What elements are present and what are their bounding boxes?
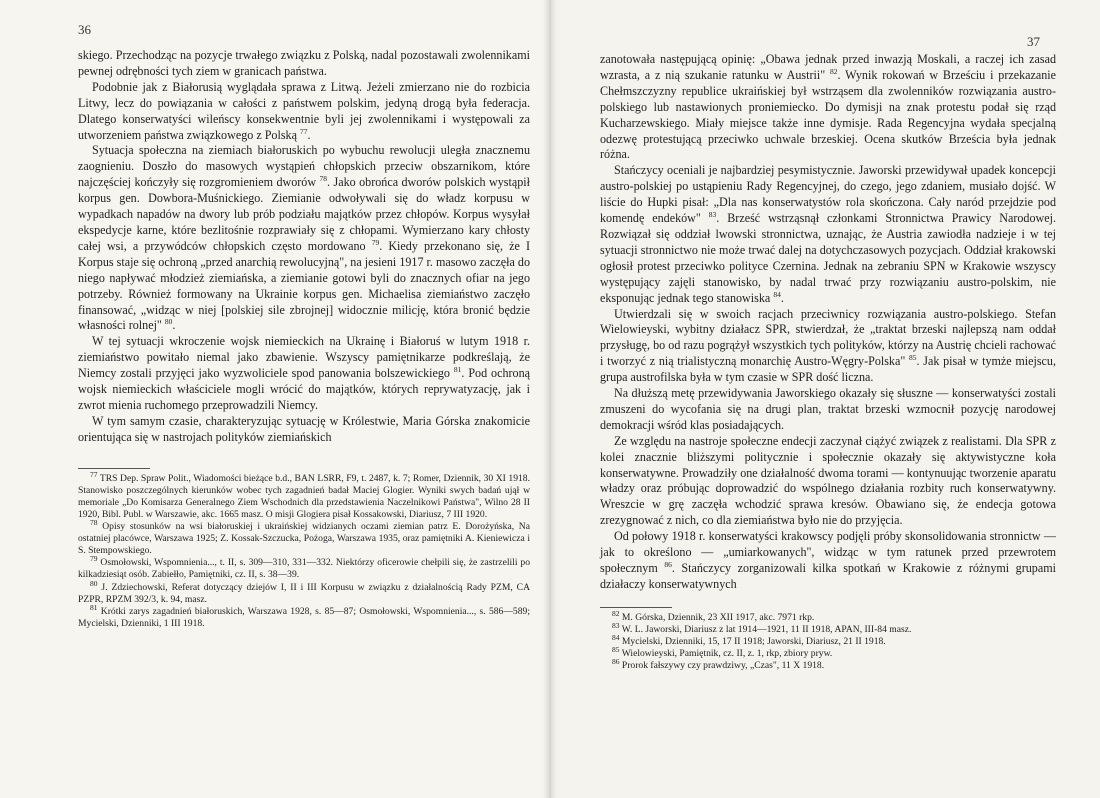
footnote: $^{86}$ Prorok fałszywy czy prawdziwy, „Czas", 11 X 1918.: [612, 657, 825, 672]
book-gutter: [543, 0, 557, 798]
footnote: $^{79}$ Osmołowski, Wspomnienia..., t. II, s. 309—310, 331—332. Niektórzy oficerowie chełpili się, że zastrzelili po kilkadziesiąt osób. Zabiełło, Pamiętniki, cz. II, s. 38—39.: [78, 554, 530, 581]
paragraph: Od połowy 1918 r. konserwatyści krakowscy podjęli próby skonsolidowania stronnictw — jak to określono — „umiarkowanych", widząc w tym ratunek przed przewrotem społecznym $^{86}$. Stańczycy zorganizowali kilka spotkań w Krakowie z różnymi grupami działaczy konserwatywnych: [600, 529, 1056, 591]
paragraph: skiego. Przechodząc na pozycje trwałego związku z Polską, nadal pozostawali zwolennikami pewnej odrębności tych ziem w granicach państwa.: [78, 48, 530, 78]
footnote: $^{83}$ W. L. Jaworski, Diariusz z lat 1914—1921, 11 II 1918, APAN, III-84 masz.: [612, 620, 912, 635]
footnotes: [600, 608, 1056, 672]
footnote: $^{84}$ Mycielski, Dzienniki, 15, 17 II 1918; Jaworski, Diariusz, 21 II 1918.: [612, 632, 886, 647]
footnote-ref: 81: [453, 365, 462, 375]
paragraph: Podobnie jak z Białorusią wyglądała sprawa z Litwą. Jeżeli zmierzano nie do rozbicia Litwy, lecz do powiązania w całości z państwem polskim, jedyną drogą była federacja. Dlatego konserwatyści wileńscy konsekwentnie byli jej zwolennikami i występowali za utworzeniem państwa związkowego z Polską $^{77}$.: [78, 79, 530, 142]
footnote: $^{81}$ Krótki zarys zagadnień białoruskich, Warszawa 1928, s. 85—87; Osmołowski, Wspomnienia..., s. 586—589; Mycielski, Dzienniki, 1 III 1918.: [78, 602, 530, 629]
footnote: $^{82}$ M. Górska, Dziennik, 23 XII 1917, akc. 7971 rkp.: [612, 608, 815, 623]
footnote-divider: [600, 607, 672, 608]
footnote-ref: 83: [708, 210, 717, 220]
paragraph: Ze względu na nastroje społeczne endecji zaczynał ciążyć związek z realistami. Dla SPR z kolei znacznie bliższymi politycznie i społecznie okazały się aktywistyczne koła konserwatywne. Prowadziły one działalność dwoma torami — kontynuując tworzenie aparatu władzy oraz próbując doprowadzić do wspólnego działania rozbity ruch konserwatywny. Wreszcie w grę zaczęła wchodzić sprawa kresów. Obawiano się, że endecja gotowa zrezygnować z nich, co dla ziemiaństwa było nie do przyjęcia.: [600, 433, 1056, 528]
main-text: [600, 52, 1056, 593]
footnote: $^{78}$ Opisy stosunków na wsi białoruskiej i ukraińskiej widzianych oczami ziemian patrz E. Dorożyńska, Na ostatniej placówce, Warszawa 1925; Z. Kossak-Szczucka, Pożoga, Warszawa 1935, oraz pamiętniki A. Kieniewicza i S. Stempowskiego.: [78, 517, 530, 557]
page-number: 37: [1027, 34, 1040, 49]
paragraph: Utwierdzali się w swoich racjach przeciwnicy rozwiązania austro-polskiego. Stefan Wielowieyski, wybitny działacz SPR, stwierdzał, że „traktat brzeski najlepszą nam oddał przysługę, bo od razu pogrążył wszystkich tych polityków, którzy na Austrię chcieli rachować i tworzyć z nią trialistyczną monarchię Austro-Węgry-Polska" $^{85}$. Jak pisał w tymże miejscu, grupa austrofilska była w tym czasie w SPR dość liczna.: [600, 306, 1056, 385]
footnote-ref: 78: [319, 174, 328, 184]
paragraph: Sytuacja społeczna na ziemiach białoruskich po wybuchu rewolucji uległa znacznemu zaognieniu. Doszło do masowych wystąpień chłopskich przeciw obszarnikom, które najczęściej kończyły się rozgromieniem dworów $^{78}$. Jako obrońca dworów polskich wystąpił korpus gen. Dowbora-Muśnickiego. Ziemianie odwoływali się do władz korpusu w wypadkach napadów na dwory lub prób podziału majątków przez chłopów. Korpus wysyłał ekspedycje karne, które bezlitośnie rozprawiały się z chłopami. Wymierzano kary chłosty całej wsi, a przywódców chłopskich często mordowano $^{79}$. Kiedy przekonano się, że I Korpus staje się ochroną „przed anarchią rewolucyjną", na jesieni 1917 r. masowo zaczęła do niego napływać młodzież ziemiańska, a ziemianie gotowi byli do znacznych ofiar na jego potrzeby. Również formowany na Ukrainie korpus gen. Michaelisa ziemiaństwo zaczęło finansować, „widząc w niej [polskiej sile zbrojnej] widocznie milicję, która bronić będzie własności rolnej" $^{80}$.: [78, 143, 530, 333]
footnote-ref: 79: [371, 237, 380, 247]
footnote-ref: 84: [773, 289, 781, 299]
page-number: 36: [78, 22, 91, 37]
footnote-ref: 82: [830, 66, 838, 76]
paragraph: W tym samym czasie, charakteryzując sytuację w Królestwie, Maria Górska znakomicie orientująca się w nastrojach polityków ziemiańskich: [78, 413, 530, 444]
footnote-ref: 85: [909, 353, 917, 363]
footnotes: [78, 469, 530, 630]
footnote: $^{77}$ TRS Dep. Spraw Polit., Wiadomości bieżące b.d., BAN LSRR, F9, t. 2487, k. 7; Romer, Dziennik, 30 XI 1918. Stanowisko poszczególnych kierunków wobec tych zagadnień badał Maciej Glogier. Wyniki swych badań ujął w memoriale „Do Komisarza Generalnego Ziem Wschodnich dla przedstawienia Naczelnikowi Państwa", Wilno 28 II 1920, Bibl. Publ. w Warszawie, akc. 1665 masz. O misji Glogiera pisał Kossakowski, Diariusz, 7 III 1920.: [78, 469, 530, 520]
right-page: [550, 0, 1100, 798]
paragraph: Stańczycy oceniali je najbardziej pesymistycznie. Jaworski przewidywał upadek koncepcji austro-polskiej po ustąpieniu Rady Regencyjnej, do czego, jego zdaniem, musiało dojść. W liście do Hupki pisał: „Dla nas konserwatystów rola skończona. Cały naród przejdzie pod komendę endeków" $^{83}$. Brześć wstrząsnął członkami Stronnictwa Prawicy Narodowej. Rozwiązał się oddział lwowski stronnictwa, uznając, że Austria zawiodła nadzieje i w tej sytuacji stronnictwo nie może trwać dalej na dotychczasowych pozycjach. Oddział krakowski ogłosił protest przeciwko polityce Czernina. Jednak na zebraniu SPN w Krakowie wszyscy występujący zajęli stanowisko, by nadal trwać przy rozwiązaniu austro-polskim, nie eksponując jednak tego stanowiska $^{84}$.: [600, 163, 1057, 305]
footnote-divider: [78, 468, 150, 469]
footnote: $^{85}$ Wielowieyski, Pamiętnik, cz. II, z. 1, rkp, zbiory pryw.: [612, 644, 833, 660]
footnote-ref: 86: [664, 559, 672, 569]
footnote: $^{80}$ J. Zdziechowski, Referat dotyczący dziejów I, II i III Korpusu w związku z działalnością Rady PZM, CA PZPR, RPZM 392/3, k. 94, masz.: [78, 578, 530, 605]
paragraph: Na dłuższą metę przewidywania Jaworskiego okazały się słuszne — konserwatyści zostali zmuszeni do wycofania się na drugi plan, traktat brzeski wzmocnił pozycję narodowej demokracji wśród klas posiadających.: [600, 386, 1056, 432]
footnote-ref: 77: [300, 126, 308, 136]
paragraph: zanotowała następującą opinię: „Obawa jednak przed inwazją Moskali, a raczej ich zasad wzrasta, a z nią szukanie ratunku w Austrii" $^{82}$. Wynik rokowań w Brześciu i przekazanie Chełmszczyzny republice ukraińskiej był wstrząsem dla zwolenników rozwiązania austro-polskiego lub nastawionych proniemiecko. Do dymisji na znak protestu podał się rząd Kucharzewskiego. Miały miejsce także inne dymisje. Rada Regencyjna wydała specjalną odezwę protestującą przeciwko uchwale brzeskiej. Ocena skutków Brześcia była jednak różna.: [600, 52, 1057, 162]
main-text: [78, 48, 530, 446]
paragraph: W tej sytuacji wkroczenie wojsk niemieckich na Ukrainę i Białoruś w lutym 1918 r. ziemiaństwo powitało niemal jako zbawienie. Wszyscy pamiętnikarze podkreślają, że Niemcy zostali przyjęci jako wyzwoliciele spod panowania bolszewickiego $^{81}$. Pod ochroną wojsk niemieckich właściciele mogli wrócić do majątków, których reprywatyzację, jak i zwrot mienia ruchomego przeprowadzili Niemcy.: [78, 334, 530, 412]
footnote-ref: 80: [164, 317, 173, 327]
